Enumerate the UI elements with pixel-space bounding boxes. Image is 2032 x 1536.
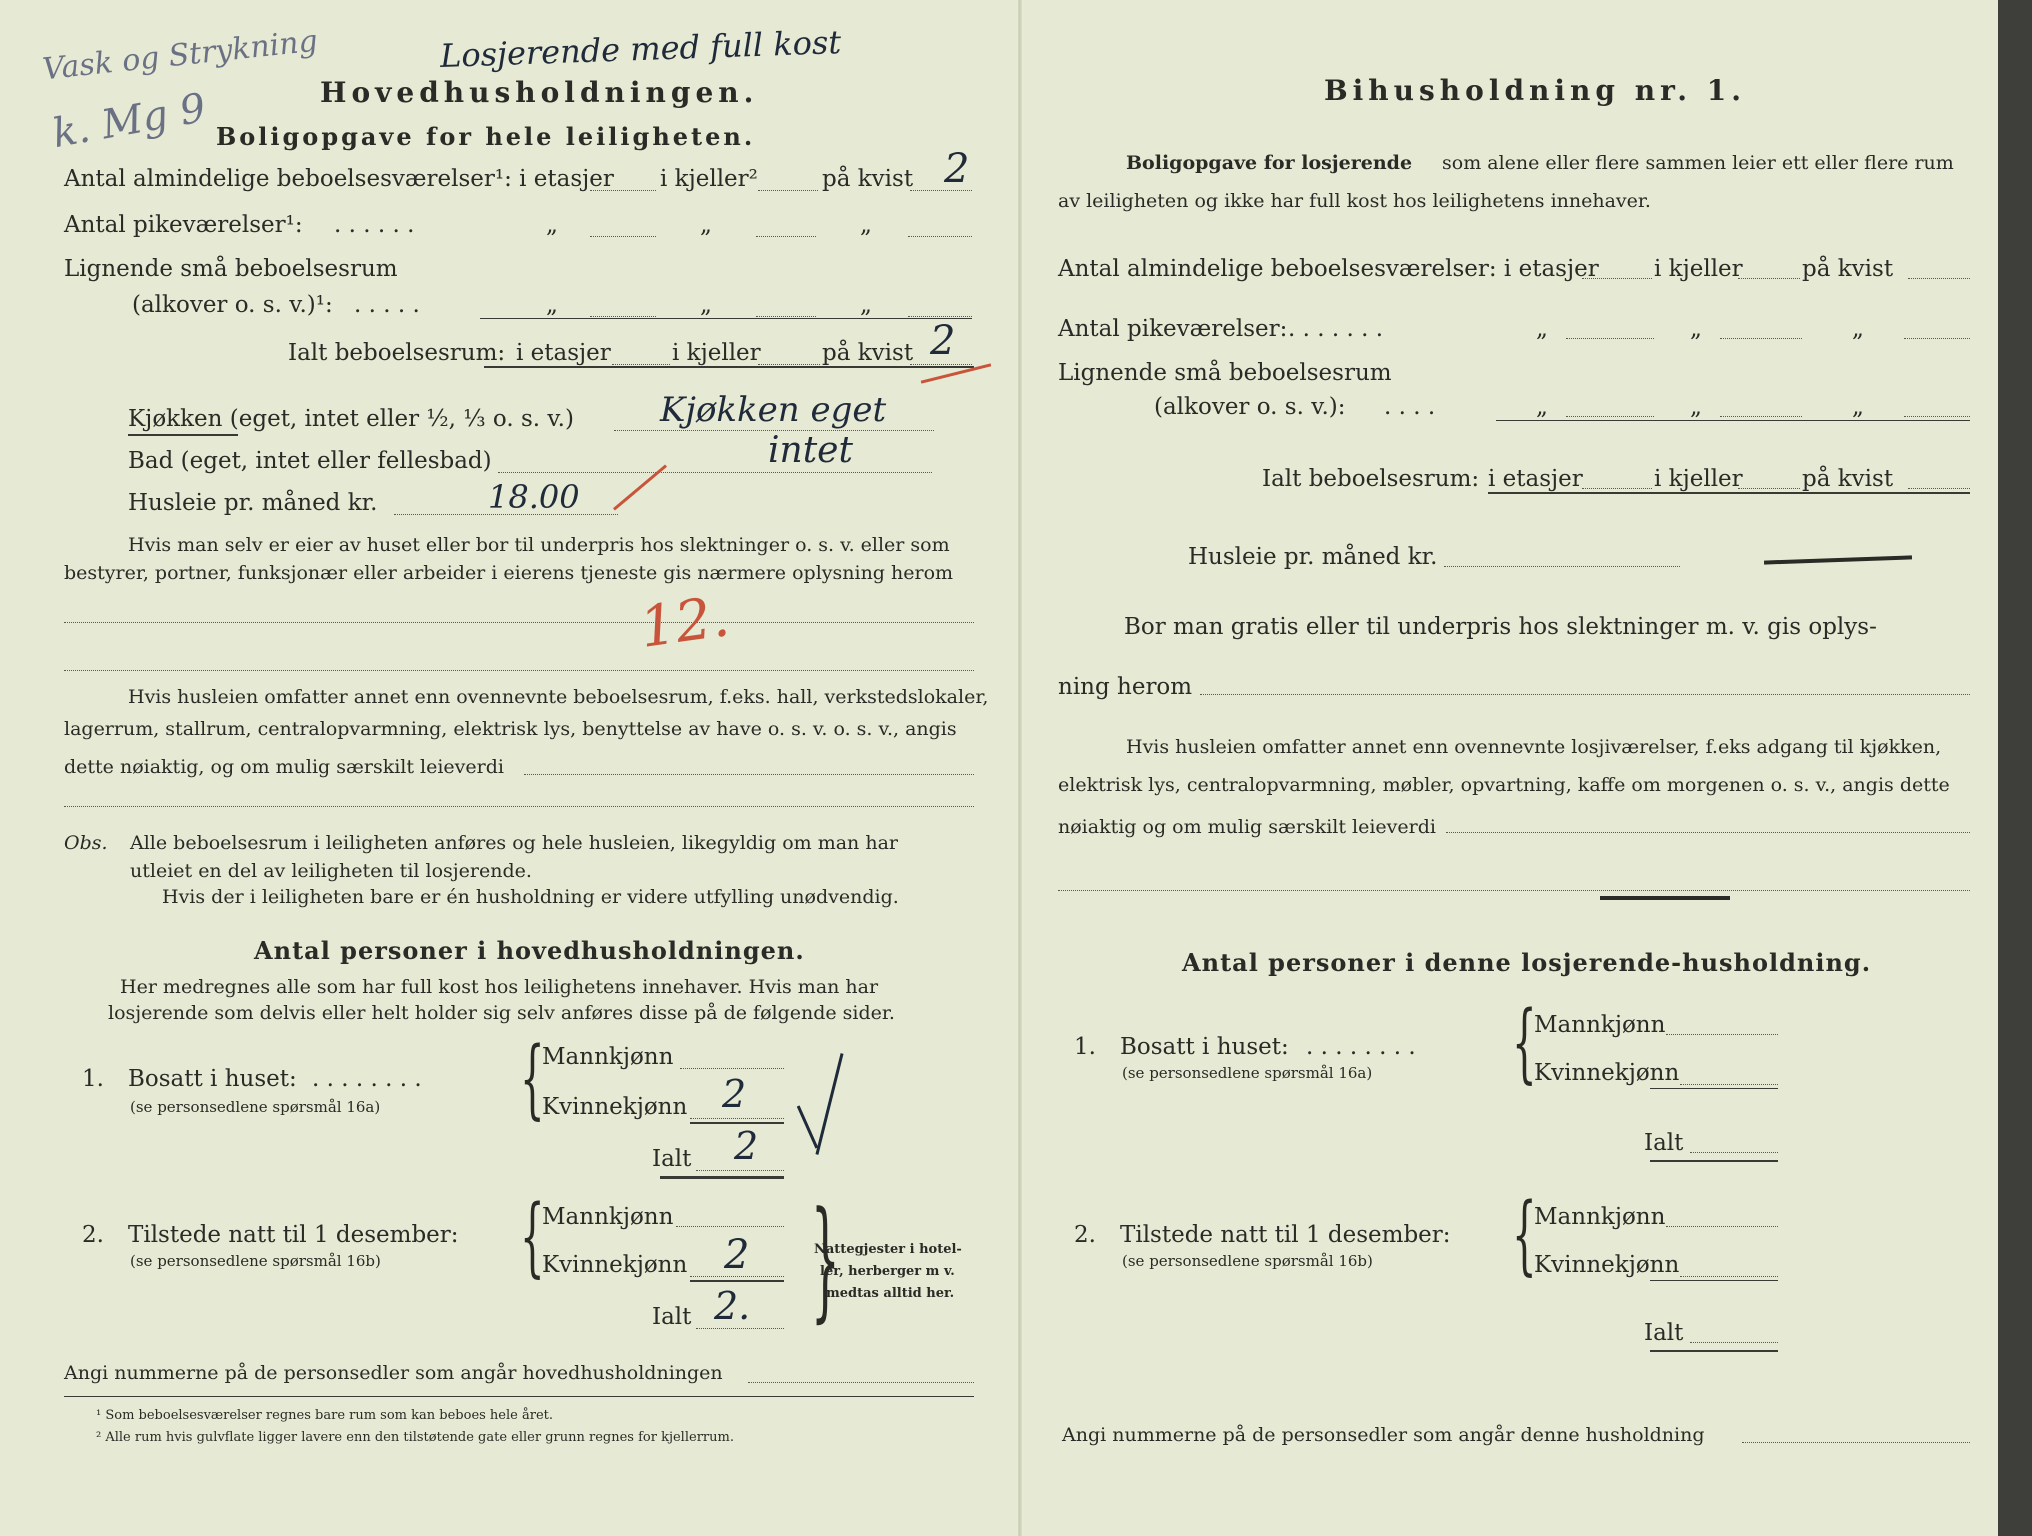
q1-ialt-double-line [660, 1176, 784, 1179]
right-gratis-line [1200, 694, 1970, 695]
right-row3-label2: (alkover o. s. v.): [1154, 394, 1346, 420]
q1-number: 1. [82, 1066, 104, 1092]
q2-number: 2. [82, 1222, 104, 1248]
husleie-value: 18.00 [488, 478, 580, 516]
right-row3-sum-line [1496, 420, 1970, 421]
footnote-1: ¹ Som beboelsesværelser regnes bare rum som kan beboes hele året. [96, 1408, 553, 1423]
handwritten-note-vask: Vask og Strykning [40, 23, 320, 88]
row2-line3 [908, 236, 972, 237]
row2-dots: . . . . . . [334, 212, 415, 238]
right-q2-ialt-double-line [1650, 1350, 1778, 1352]
right-title: Bihusholdning nr. 1. [1324, 74, 1746, 107]
check-mark-right [815, 1053, 843, 1155]
q1-ialt-line [696, 1170, 784, 1171]
right-q2-ialt-line [1690, 1342, 1778, 1343]
row2-q3: „ [860, 212, 872, 238]
right-q1-kvinne-line [1680, 1084, 1778, 1085]
right-ialt-kvist: på kvist [1802, 466, 1894, 492]
q1-mann-label: Mannkjønn [542, 1044, 674, 1070]
row2-q1: „ [546, 212, 558, 238]
row2-label: Antal pikeværelser¹: [64, 212, 303, 238]
check-mark-left [797, 1105, 818, 1148]
page-fold [1018, 0, 1022, 1536]
right-q2-note: (se personsedlene spørsmål 16b) [1122, 1252, 1373, 1270]
ialt-kjeller-line [758, 364, 820, 365]
q2-side-note-3: medtas alltid her. [826, 1286, 955, 1301]
kjokken-underline [128, 434, 238, 436]
right-ialt-etasjer: i etasjer [1488, 466, 1583, 492]
obs-text-1: Alle beboelsesrum i leiligheten anføres og hele husleien, likegyldig om man har [130, 832, 898, 854]
row3-line2 [756, 316, 816, 317]
right-ialt-underline [1488, 492, 1970, 494]
q1-kvinne-line [690, 1118, 784, 1119]
right-row3-q3: „ [1852, 394, 1864, 420]
left-title: Hovedhusholdningen. [320, 76, 759, 109]
omfatter-text-3: dette nøiaktig, og om mulig særskilt leieverdi [64, 756, 504, 778]
right-row1-kjeller: i kjeller [1654, 256, 1743, 282]
right-intro-rest: som alene eller flere sammen leier ett eller flere rum [1442, 152, 1954, 174]
right-ialt-kjeller-line [1738, 488, 1800, 489]
omfatter-line-1 [524, 774, 974, 775]
right-omfatter-2: elektrisk lys, centralopvarmning, møbler, opvartning, kaffe om morgenen o. s. v., angis dette [1058, 774, 1950, 796]
right-omfatter-line-2 [1058, 890, 1970, 891]
row1-label: Antal almindelige beboelsesværelser¹: i etasjer [64, 166, 614, 192]
kjokken-value: Kjøkken eget [660, 390, 887, 430]
eier-text-1: Hvis man selv er eier av huset eller bor til underpris hos slektninger o. s. v. eller som [128, 534, 950, 556]
q1-note: (se personsedlene spørsmål 16a) [130, 1098, 381, 1116]
right-row3-label1: Lignende små beboelsesrum [1058, 360, 1392, 386]
q1-kvinne-label: Kvinnekjønn [542, 1094, 688, 1120]
ialt-kjeller: i kjeller [672, 340, 761, 366]
right-row1-kvist-line [1908, 278, 1970, 279]
right-row3-dots: . . . . [1384, 394, 1436, 420]
right-omfatter-dash [1600, 896, 1730, 900]
q1-brace: { [520, 1029, 545, 1129]
right-row2-q3: „ [1852, 316, 1864, 342]
right-q1-mann-label: Mannkjønn [1534, 1012, 1666, 1038]
right-row1-kjeller-line [1738, 278, 1800, 279]
right-husleie-dash [1764, 555, 1912, 564]
right-row2-line2 [1720, 338, 1802, 339]
right-ialt-label: Ialt beboelsesrum: [1262, 466, 1480, 492]
right-q2-number: 2. [1074, 1222, 1096, 1248]
eier-text-2: bestyrer, portner, funksjonær eller arbeider i eierens tjeneste gis nærmere oplysning herom [64, 562, 954, 584]
right-q1-dots: . . . . . . . . [1306, 1034, 1416, 1060]
right-q1-ialt-line [1690, 1152, 1778, 1153]
right-row2-line1 [1566, 338, 1654, 339]
right-ialt-kvist-line [1908, 488, 1970, 489]
obs-label: Obs. [64, 832, 108, 854]
right-row3-line1 [1566, 416, 1654, 417]
footnote-divider [64, 1396, 974, 1397]
row1-kjeller: i kjeller² [660, 166, 758, 192]
ialt-etasjer: i etasjer [516, 340, 611, 366]
right-q2-brace: { [1512, 1185, 1537, 1285]
right-row3-line3 [1904, 416, 1970, 417]
q1-label: Bosatt i huset: [128, 1066, 297, 1092]
right-q1-brace: { [1512, 993, 1537, 1093]
personer-text-2: losjerende som delvis eller helt holder sig selv anføres disse på de følgende sider. [108, 1002, 895, 1024]
right-q2-ialt-label: Ialt [1644, 1320, 1684, 1346]
right-husleie-line [1444, 566, 1680, 567]
q2-kvinne-label: Kvinnekjønn [542, 1252, 688, 1278]
ialt-kvist-value: 2 [930, 318, 956, 364]
right-q1-note: (se personsedlene spørsmål 16a) [1122, 1064, 1373, 1082]
q1-ialt-label: Ialt [652, 1146, 692, 1172]
omfatter-text-2: lagerrum, stallrum, centralopvarmning, elektrisk lys, benyttelse av have o. s. v. o. s. v., angis [64, 718, 957, 740]
omfatter-line-2 [64, 806, 974, 807]
ialt-kvist: på kvist [822, 340, 914, 366]
husleie-label: Husleie pr. måned kr. [128, 490, 378, 516]
q2-side-note-2: ler, herberger m v. [820, 1264, 955, 1279]
right-intro-bold: Boligopgave for losjerende [1126, 152, 1413, 174]
right-row3-line2 [1720, 416, 1802, 417]
ialt-etasjer-line [612, 364, 670, 365]
right-row2-q1: „ [1536, 316, 1548, 342]
omfatter-text-1: Hvis husleien omfatter annet enn ovennevnte beboelsesrum, f.eks. hall, verkstedslokaler, [128, 686, 989, 708]
right-gratis-2: ning herom [1058, 674, 1193, 700]
scan-edge [1998, 0, 2032, 1536]
footnote-2: ² Alle rum hvis gulvflate ligger lavere enn den tilstøtende gate eller grunn regnes for kjellerrum. [96, 1430, 734, 1445]
row1-kvist: på kvist [822, 166, 914, 192]
right-row2-line3 [1904, 338, 1970, 339]
right-row2-q2: „ [1690, 316, 1702, 342]
row3-dots: . . . . . [354, 292, 420, 318]
q2-sum-line [690, 1280, 784, 1282]
right-q2-sum-line [1650, 1280, 1778, 1281]
angi-right: Angi nummerne på de personsedler som angår denne husholdning [1062, 1424, 1705, 1446]
q1-mann-line [680, 1068, 784, 1069]
row2-line2 [756, 236, 816, 237]
row3-label2: (alkover o. s. v.)¹: [132, 292, 333, 318]
red-handwritten-12: 12. [635, 584, 734, 661]
right-q1-mann-line [1666, 1034, 1778, 1035]
handwritten-code: k. Mg 9 [49, 84, 210, 158]
q1-dots: . . . . . . . . [312, 1066, 422, 1092]
row1-etasjer-line [590, 190, 656, 191]
handwritten-note-losjerende: Losjerende med full kost [439, 23, 842, 75]
right-intro-2: av leiligheten og ikke har full kost hos leilighetens innehaver. [1058, 190, 1651, 212]
q1-ialt-value: 2 [734, 1124, 759, 1168]
row3-sum-line [480, 318, 972, 319]
ialt-underline [484, 366, 974, 368]
angi-left-line [748, 1382, 974, 1383]
right-husleie-label: Husleie pr. måned kr. [1188, 544, 1438, 570]
q1-kvinne-value: 2 [722, 1072, 747, 1116]
right-q1-label: Bosatt i huset: [1120, 1034, 1289, 1060]
left-subtitle: Boligopgave for hele leiligheten. [216, 122, 756, 151]
right-personer-title: Antal personer i denne losjerende-husholdning. [1182, 948, 1872, 977]
q2-mann-line [676, 1226, 784, 1227]
obs-text-2: utleiet en del av leiligheten til losjerende. [130, 860, 532, 882]
obs-text-3: Hvis der i leiligheten bare er én husholdning er videre utfylling unødvendig. [162, 886, 899, 908]
row2-line1 [590, 236, 656, 237]
q2-ialt-value: 2. [714, 1284, 751, 1328]
right-q2-kvinne-label: Kvinnekjønn [1534, 1252, 1680, 1278]
right-omfatter-line-1 [1446, 832, 1970, 833]
q2-ialt-line [696, 1328, 784, 1329]
angi-left: Angi nummerne på de personsedler som angår hovedhusholdningen [64, 1362, 723, 1384]
q2-mann-label: Mannkjønn [542, 1204, 674, 1230]
row2-q2: „ [700, 212, 712, 238]
ialt-kvist-line [910, 364, 972, 365]
right-q1-sum-line [1650, 1088, 1778, 1089]
q2-brace: { [520, 1187, 545, 1287]
q2-ialt-label: Ialt [652, 1304, 692, 1330]
row3-q3: „ [860, 292, 872, 318]
q2-side-note-1: Nattegjester i hotel- [814, 1242, 962, 1257]
right-omfatter-3: nøiaktig og om mulig særskilt leieverdi [1058, 816, 1436, 838]
right-q1-number: 1. [1074, 1034, 1096, 1060]
right-ialt-kjeller: i kjeller [1654, 466, 1743, 492]
eier-line-2 [64, 670, 974, 671]
q2-label: Tilstede natt til 1 desember: [128, 1222, 459, 1248]
personer-text-1: Her medregnes alle som har full kost hos leilighetens innehaver. Hvis man har [120, 976, 879, 998]
right-row1-etasjer-line [1582, 278, 1652, 279]
bad-value: intet [768, 430, 853, 471]
right-gratis-1: Bor man gratis eller til underpris hos slektninger m. v. gis oplys- [1124, 614, 1877, 640]
row3-line3 [908, 316, 972, 317]
row3-label1: Lignende små beboelsesrum [64, 256, 398, 282]
eier-line-1 [64, 622, 974, 623]
right-row3-q2: „ [1690, 394, 1702, 420]
bad-line [498, 472, 932, 473]
q2-note: (se personsedlene spørsmål 16b) [130, 1252, 381, 1270]
bad-label: Bad (eget, intet eller fellesbad) [128, 448, 492, 474]
row3-q2: „ [700, 292, 712, 318]
personer-title: Antal personer i hovedhusholdningen. [254, 936, 805, 965]
right-q1-kvinne-label: Kvinnekjønn [1534, 1060, 1680, 1086]
angi-right-line [1742, 1442, 1970, 1443]
right-q2-mann-line [1666, 1226, 1778, 1227]
right-row1-kvist: på kvist [1802, 256, 1894, 282]
right-q2-kvinne-line [1680, 1276, 1778, 1277]
q2-right-brace: { [810, 1183, 840, 1335]
right-q2-mann-label: Mannkjønn [1534, 1204, 1666, 1230]
right-q2-label: Tilstede natt til 1 desember: [1120, 1222, 1451, 1248]
right-ialt-etasjer-line [1582, 488, 1652, 489]
ialt-label: Ialt beboelsesrum: [288, 340, 506, 366]
right-q1-ialt-label: Ialt [1644, 1130, 1684, 1156]
q2-kvinne-value: 2 [724, 1232, 750, 1278]
row3-line1 [590, 316, 656, 317]
right-row2-label: Antal pikeværelser: [1058, 316, 1288, 342]
row1-kvist-value: 2 [944, 146, 970, 192]
right-row3-q1: „ [1536, 394, 1548, 420]
right-q1-ialt-double-line [1650, 1160, 1778, 1162]
row3-q1: „ [546, 292, 558, 318]
right-row2-dots: . . . . . . . [1288, 316, 1384, 342]
right-row1-label: Antal almindelige beboelsesværelser: i etasjer [1058, 256, 1599, 282]
row1-kjeller-line [758, 190, 818, 191]
kjokken-label: Kjøkken (eget, intet eller ½, ⅓ o. s. v.) [128, 406, 574, 432]
right-omfatter-1: Hvis husleien omfatter annet enn ovennevnte losjiværelser, f.eks adgang til kjøkken, [1126, 736, 1942, 758]
